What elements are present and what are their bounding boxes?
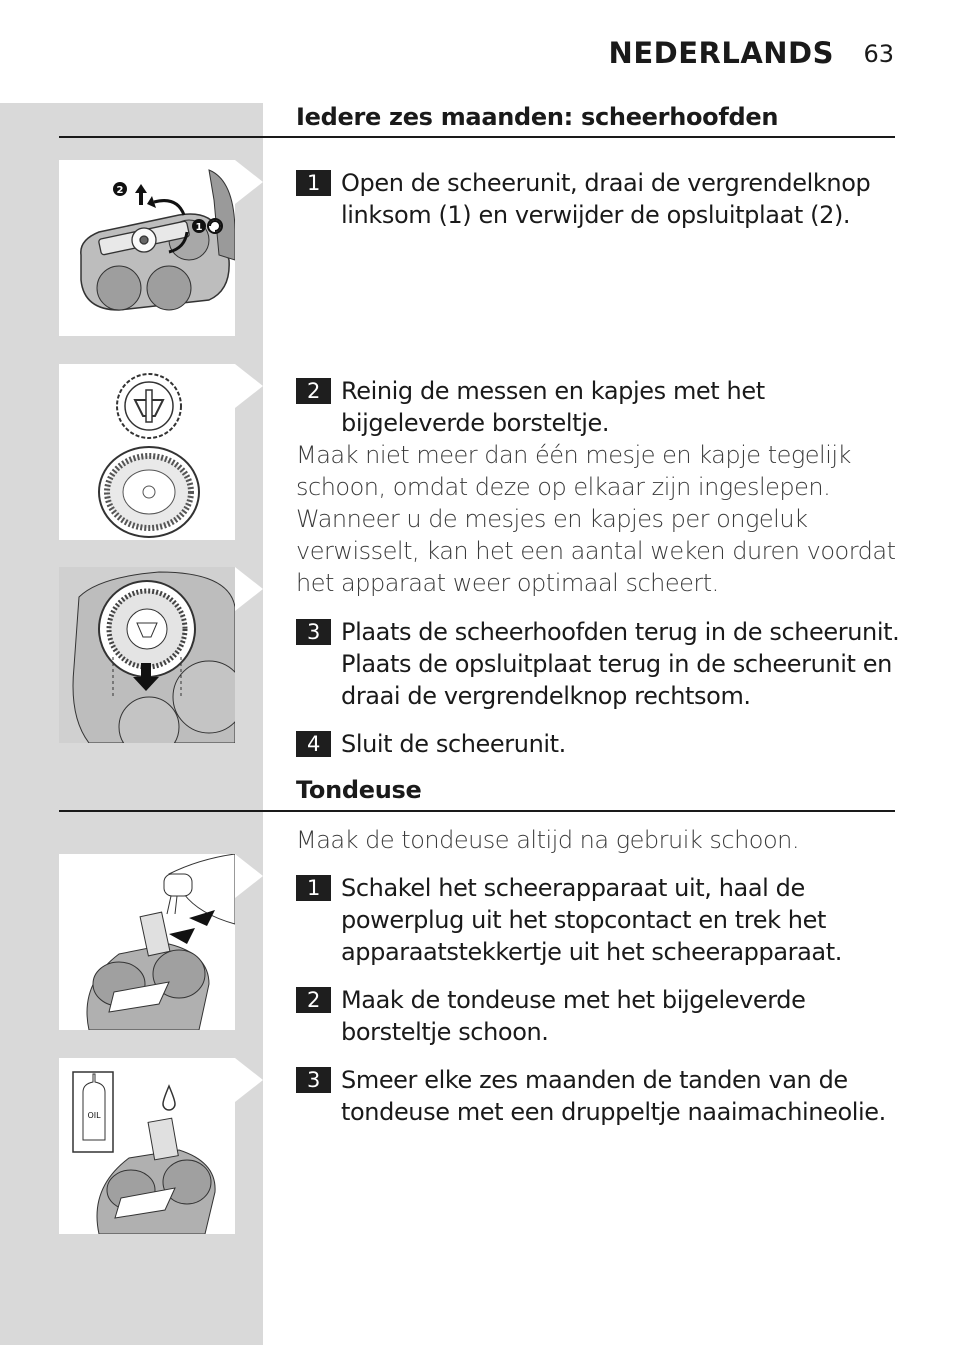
- step-1-open-unit: [296, 167, 901, 231]
- step-text: Plaats de scheerhoofden terug in de scheerunit. Plaats de opsluitplaat terug in de scheerunit en draai de vergrendelknop rechtsom.: [341, 618, 900, 710]
- step-text: Schakel het scheerapparaat uit, haal de powerplug uit het stopcontact en trek het apparaatstekkertje uit het scheerapparaat.: [341, 874, 842, 966]
- section-title-shaving-heads: Iedere zes maanden: scheerhoofden: [296, 103, 779, 131]
- callout-pointer: [235, 160, 263, 204]
- shaving-unit-open-illustration: [59, 160, 235, 336]
- step-number: 1: [296, 875, 331, 901]
- oil-label: OIL: [87, 1111, 101, 1120]
- callout-1-label: 1: [195, 222, 203, 233]
- step-2-clean-trimmer: [296, 984, 901, 1048]
- step-number: 4: [296, 731, 331, 757]
- callout-pointer: [235, 567, 263, 611]
- cleaning-note: Maak niet meer dan één mesje en kapje tegelijk schoon, omdat deze op elkaar zijn ingeslepen. Wanneer u de mesjes en kapjes per ongeluk verwisselt, kan het een aantal weken duren voordat het apparaat weer optimaal scheert.: [296, 441, 896, 597]
- step-1-switch-off: [296, 872, 901, 968]
- illustration-cutter-guard: [59, 364, 235, 540]
- step-number: 2: [296, 987, 331, 1013]
- step-text: Reinig de messen en kapjes met het bijgeleverde borsteltje.: [341, 377, 765, 437]
- callout-pointer: [235, 1058, 263, 1102]
- step-4-close-unit: [296, 728, 901, 760]
- cutter-and-guard-illustration: [59, 364, 235, 540]
- step-text: Maak de tondeuse met het bijgeleverde borsteltje schoon.: [341, 986, 806, 1046]
- illustration-oil-trimmer: [59, 1058, 235, 1234]
- step-2-clean-cutters: [296, 375, 901, 439]
- step-number: 1: [296, 170, 331, 196]
- illustration-brush-trimmer: [59, 854, 235, 1030]
- trimmer-intro: Maak de tondeuse altijd na gebruik schoon.: [296, 826, 800, 854]
- callout-2-label: 2: [116, 185, 124, 196]
- section-rule: [59, 136, 895, 138]
- page-number: 63: [863, 40, 894, 68]
- step-number: 3: [296, 619, 331, 645]
- step-number: 3: [296, 1067, 331, 1093]
- illustration-replace-heads: [59, 567, 235, 743]
- callout-pointer: [235, 854, 263, 898]
- step-3-oil-trimmer: [296, 1064, 901, 1128]
- illustration-open-unit: [59, 160, 235, 336]
- step-text: Open de scheerunit, draai de vergrendelknop linksom (1) en verwijder de opsluitplaat (2).: [341, 169, 871, 229]
- oil-trimmer-illustration: [59, 1058, 235, 1234]
- step-text: Sluit de scheerunit.: [341, 730, 566, 758]
- section-rule: [59, 810, 895, 812]
- step-text: Smeer elke zes maanden de tanden van de tondeuse met een druppeltje naaimachineolie.: [341, 1066, 886, 1126]
- replace-heads-illustration: [59, 567, 235, 743]
- callout-pointer: [235, 364, 263, 408]
- header-language: NEDERLANDS: [608, 36, 834, 70]
- section-title-trimmer: Tondeuse: [296, 776, 422, 804]
- step-number: 2: [296, 378, 331, 404]
- step-3-replace-heads: [296, 616, 901, 712]
- brush-trimmer-illustration: [59, 854, 235, 1030]
